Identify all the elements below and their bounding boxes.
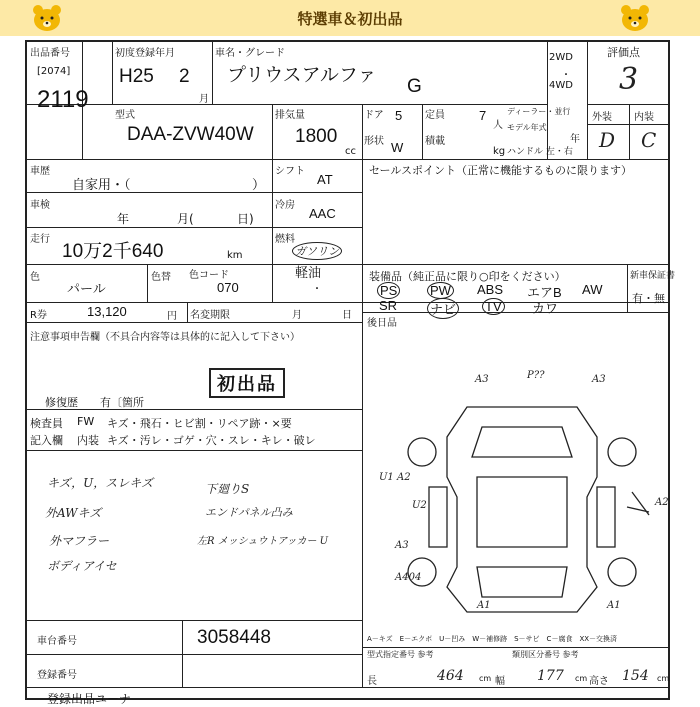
fuel-gasoline: ガソリン bbox=[292, 242, 342, 260]
note-line-1: キズ，U，スレキズ bbox=[47, 476, 153, 490]
lot-sub: [2074] bbox=[37, 66, 71, 77]
first-reg-month-unit: 月 bbox=[199, 94, 209, 105]
inspector-text: キズ・飛石・ヒビ割・リペア跡・×要 bbox=[107, 417, 292, 430]
mileage-unit: km bbox=[227, 250, 243, 261]
shift-value: AT bbox=[317, 172, 333, 187]
doors-value: 5 bbox=[395, 108, 403, 123]
auction-sheet bbox=[25, 40, 676, 706]
load-unit: kg bbox=[493, 146, 506, 157]
dealer-label: ディーラー・並行 bbox=[507, 107, 571, 116]
equip-sr: SR bbox=[379, 298, 398, 313]
note-line-3: 外マフラー bbox=[49, 534, 110, 548]
equip-aw: AW bbox=[582, 282, 603, 297]
inspector-fw: FW bbox=[77, 415, 95, 428]
diag-mark-5: U2 bbox=[412, 500, 427, 511]
rating-label: 評価点 bbox=[607, 46, 640, 59]
model-year-label: モデル年式 bbox=[507, 123, 547, 132]
car-name-label: 車名・グレード bbox=[215, 48, 285, 59]
chassis-value: 3058448 bbox=[197, 627, 271, 648]
car-grade: G bbox=[407, 76, 422, 97]
drive-4wd: 4WD bbox=[549, 80, 573, 91]
rear-seat-label: 後日品 bbox=[367, 318, 397, 329]
color-code-value: 070 bbox=[217, 280, 239, 295]
recycle-value: 13,120 bbox=[87, 304, 127, 319]
doors-label: ドア bbox=[364, 110, 384, 121]
equip-leather: カワ bbox=[532, 301, 559, 316]
height-value: 154 bbox=[622, 668, 649, 684]
length-unit: cm bbox=[479, 674, 492, 683]
width-label: 幅 bbox=[495, 676, 505, 687]
footer-text: 登録出品ユ－ナ bbox=[47, 692, 132, 706]
diag-mark-8: A404 bbox=[395, 572, 422, 583]
name-change-month: 月 bbox=[292, 310, 302, 321]
equip-pw: PW bbox=[427, 282, 454, 299]
shift-label: シフト bbox=[275, 166, 305, 177]
height-unit: cm bbox=[657, 674, 670, 683]
name-change-day: 日 bbox=[342, 310, 352, 321]
model-year-unit: 年 bbox=[570, 134, 580, 145]
first-listing-stamp: 初出品 bbox=[209, 368, 285, 398]
lot-label: 出品番号 bbox=[30, 48, 70, 59]
bear-icon-left bbox=[30, 3, 64, 33]
page-title: 特選車＆初出品 bbox=[297, 10, 403, 28]
model-label: 型式 bbox=[115, 110, 135, 121]
load-label: 積載 bbox=[425, 136, 445, 147]
inspection-month: 月( bbox=[177, 212, 194, 226]
model-value: DAA-ZVW40W bbox=[127, 124, 254, 145]
interior-label: 内装 bbox=[634, 112, 654, 123]
capacity-value: 7 bbox=[479, 108, 487, 123]
mileage-value: 10万2千640 bbox=[62, 241, 164, 262]
diag-mark-6: A2 bbox=[655, 497, 669, 508]
usage-value: 自家用・（ bbox=[72, 177, 131, 192]
diagram-legend: A－キズ E－エクボ U－凹み W－補修跡 S－サビ C－腐食 XX－交換済 bbox=[367, 635, 618, 643]
length-label: 長 bbox=[367, 676, 377, 687]
rating-score: 3 bbox=[619, 62, 639, 97]
repair-history: 修復歴 有〔箇所 bbox=[45, 396, 144, 409]
fuel-label: 燃料 bbox=[275, 234, 295, 245]
equip-ps: PS bbox=[377, 282, 400, 299]
equip-abs: ABS bbox=[477, 282, 504, 297]
fuel-diesel: 軽油 bbox=[295, 265, 322, 280]
usage-close: ） bbox=[252, 177, 266, 192]
equip-airbag: エアB bbox=[527, 285, 562, 300]
entry-text: キズ・汚レ・ゴゲ・穴・スレ・キレ・破レ bbox=[107, 434, 316, 447]
note-line-4: ボディアイセ bbox=[47, 559, 117, 573]
drive-dot: ・ bbox=[561, 70, 571, 81]
registration-label: 登録番号 bbox=[37, 670, 77, 681]
name-change-label: 名変期限 bbox=[190, 310, 230, 321]
diag-mark-7: A3 bbox=[395, 540, 409, 551]
equipment-label: 装備品（純正品に限り○印をください） bbox=[369, 270, 566, 283]
note-right-2: エンドパネル凸み bbox=[205, 506, 293, 519]
usage-label: 車歴 bbox=[30, 166, 50, 177]
exterior-label: 外装 bbox=[592, 112, 612, 123]
color-value: パール bbox=[67, 281, 106, 296]
color-label: 色 bbox=[30, 272, 40, 283]
note-line-2: 外AWキズ bbox=[45, 506, 102, 520]
fuel-dot: ・ bbox=[312, 284, 322, 295]
inspection-day: 日) bbox=[237, 212, 254, 226]
handle-label: ハンドル 左・右 bbox=[507, 147, 573, 157]
ac-value: AAC bbox=[309, 206, 336, 221]
note-right-3: 左R メッシュウトアッカー U bbox=[197, 536, 329, 547]
first-reg-year: H25 bbox=[119, 66, 154, 87]
displacement-label: 排気量 bbox=[275, 110, 305, 121]
displacement-unit: cc bbox=[345, 146, 356, 157]
interior-score: C bbox=[641, 128, 657, 152]
bear-icon-right bbox=[618, 3, 652, 33]
equip-navi: ナビ bbox=[427, 298, 459, 319]
note-right-1: 下廻りS bbox=[205, 482, 250, 496]
height-label: 高さ bbox=[589, 676, 609, 687]
width-value: 177 bbox=[537, 668, 564, 684]
entry-interior: 内装 bbox=[77, 434, 99, 447]
diag-mark-3: A3 bbox=[592, 374, 606, 385]
length-value: 464 bbox=[437, 668, 464, 684]
diag-mark-9: A1 bbox=[477, 600, 491, 611]
color-change-label: 色替 bbox=[151, 272, 171, 283]
body-value: W bbox=[391, 140, 404, 155]
width-unit: cm bbox=[575, 674, 588, 683]
first-reg-label: 初度登録年月 bbox=[115, 48, 175, 59]
car-name: プリウスアルファ bbox=[227, 65, 377, 86]
form-number-label: 型式指定番号 参考 bbox=[367, 650, 434, 659]
warranty-label: 新車保証書 bbox=[630, 271, 676, 281]
displacement-value: 1800 bbox=[295, 126, 338, 147]
inspection-label: 車検 bbox=[30, 200, 50, 211]
ac-label: 冷房 bbox=[275, 200, 295, 211]
diag-mark-2: P?? bbox=[527, 370, 545, 381]
recycle-unit: 円 bbox=[167, 311, 177, 322]
capacity-label: 定員 bbox=[425, 110, 445, 121]
drive-2wd: 2WD bbox=[549, 52, 573, 63]
diag-mark-10: A1 bbox=[607, 600, 621, 611]
diag-mark-1: A3 bbox=[475, 374, 489, 385]
warranty-value: 有・無 bbox=[632, 292, 665, 305]
exterior-score: D bbox=[599, 128, 616, 152]
entry-label: 記入欄 bbox=[30, 434, 63, 447]
inspection-year: 年 bbox=[117, 212, 130, 226]
color-code-label: 色コード bbox=[189, 270, 229, 281]
mileage-label: 走行 bbox=[30, 234, 50, 245]
first-reg-month: 2 bbox=[179, 66, 190, 87]
sales-point-label: セールスポイント（正常に機能するものに限ります） bbox=[369, 164, 633, 177]
body-label: 形状 bbox=[364, 136, 384, 147]
inspector-label: 検査員 bbox=[30, 417, 63, 430]
class-number-label: 類別区分番号 参考 bbox=[512, 650, 579, 659]
lot-number: 2119 bbox=[37, 86, 89, 113]
recycle-label: R券 bbox=[30, 310, 47, 321]
damage-diagram bbox=[387, 367, 657, 627]
equip-tv: TV bbox=[482, 298, 505, 315]
notes-label: 注意事項申告欄（不具合内容等は具体的に記入して下さい） bbox=[30, 332, 300, 343]
diag-mark-4: U1 A2 bbox=[379, 472, 411, 483]
capacity-unit: 人 bbox=[493, 120, 503, 131]
chassis-label: 車台番号 bbox=[37, 636, 77, 647]
